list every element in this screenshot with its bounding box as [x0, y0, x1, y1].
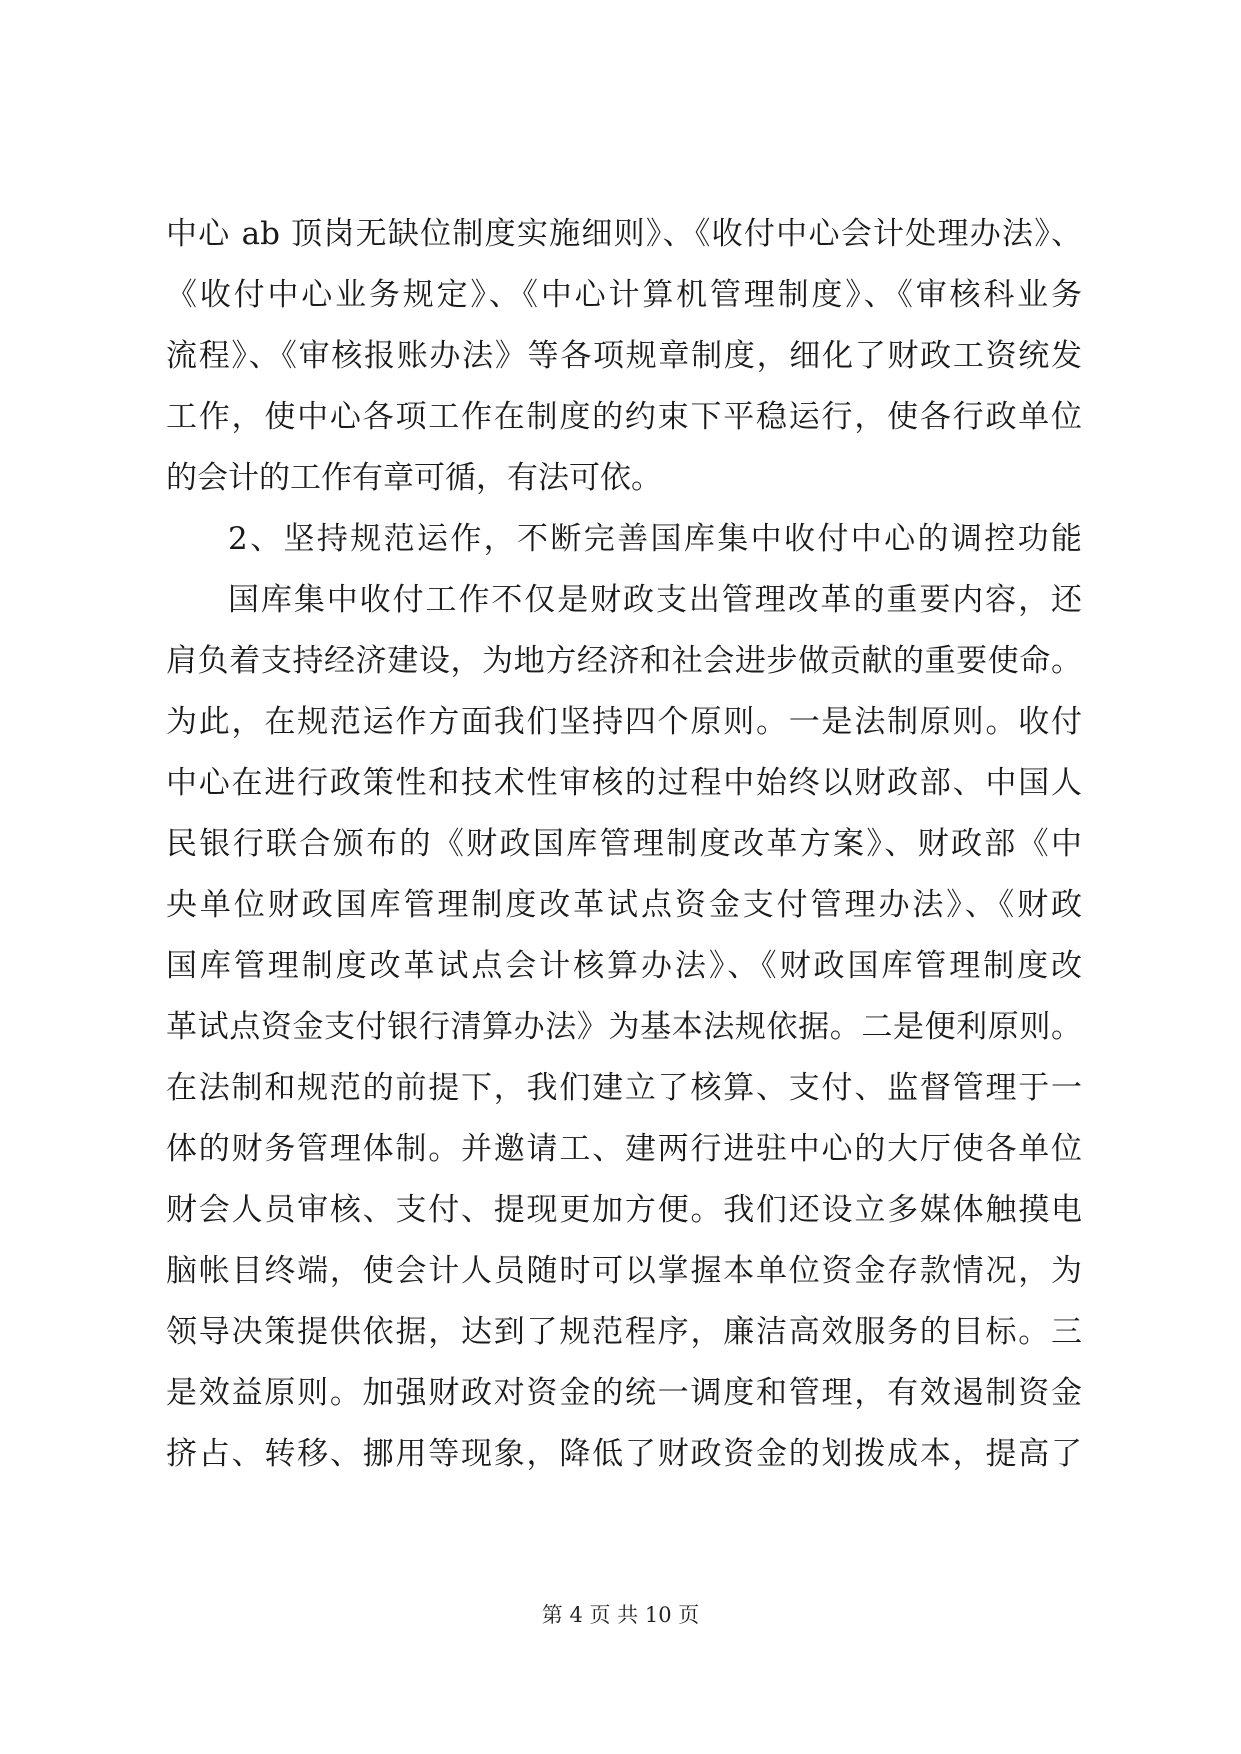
text-line: 挤占、转移、挪用等现象，降低了财政资金的划拨成本，提高了: [166, 1436, 1082, 1472]
text-line: 国库集中收付工作不仅是财政支出管理改革的重要内容，还: [228, 582, 1082, 618]
text-line: 领导决策提供依据，达到了规范程序，廉洁高效服务的目标。三: [166, 1314, 1082, 1350]
text-line: 脑帐目终端，使会计人员随时可以掌握本单位资金存款情况，为: [166, 1253, 1082, 1289]
text-line: 在法制和规范的前提下，我们建立了核算、支付、监督管理于一: [166, 1070, 1082, 1106]
body-text: [166, 204, 1082, 1485]
text-line: 央单位财政国库管理制度改革试点资金支付管理办法》、《财政: [166, 887, 1082, 923]
section-heading: 2、坚持规范运作，不断完善国库集中收付中心的调控功能: [228, 521, 1082, 557]
page-number-footer: 第 4 页 共 10 页: [541, 1603, 700, 1627]
text-line: 是效益原则。加强财政对资金的统一调度和管理，有效遏制资金: [166, 1375, 1082, 1411]
text-line: 财会人员审核、支付、提现更加方便。我们还设立多媒体触摸电: [166, 1192, 1082, 1228]
text-line: 的会计的工作有章可循，有法可依。: [166, 460, 662, 496]
text-line: 为此，在规范运作方面我们坚持四个原则。一是法制原则。收付: [166, 704, 1082, 740]
text-line: 民银行联合颁布的《财政国库管理制度改革方案》、财政部《中: [166, 826, 1082, 862]
text-line: 革试点资金支付银行清算办法》为基本法规依据。二是便利原则。: [166, 1009, 1082, 1045]
text-line: 肩负着支持经济建设，为地方经济和社会进步做贡献的重要使命。: [166, 643, 1082, 679]
text-line: 中心在进行政策性和技术性审核的过程中始终以财政部、中国人: [166, 765, 1082, 801]
text-line: 体的财务管理体制。并邀请工、建两行进驻中心的大厅使各单位: [166, 1131, 1082, 1167]
text-line: 流程》、《审核报账办法》等各项规章制度，细化了财政工资统发: [166, 338, 1082, 374]
text-line: 工作，使中心各项工作在制度的约束下平稳运行，使各行政单位: [166, 399, 1082, 435]
text-line: 《收付中心业务规定》、《中心计算机管理制度》、《审核科业务: [166, 277, 1082, 313]
text-line: 中心 ab 顶岗无缺位制度实施细则》、《收付中心会计处理办法》、: [166, 216, 1082, 252]
text-line: 国库管理制度改革试点会计核算办法》、《财政国库管理制度改: [166, 948, 1082, 984]
